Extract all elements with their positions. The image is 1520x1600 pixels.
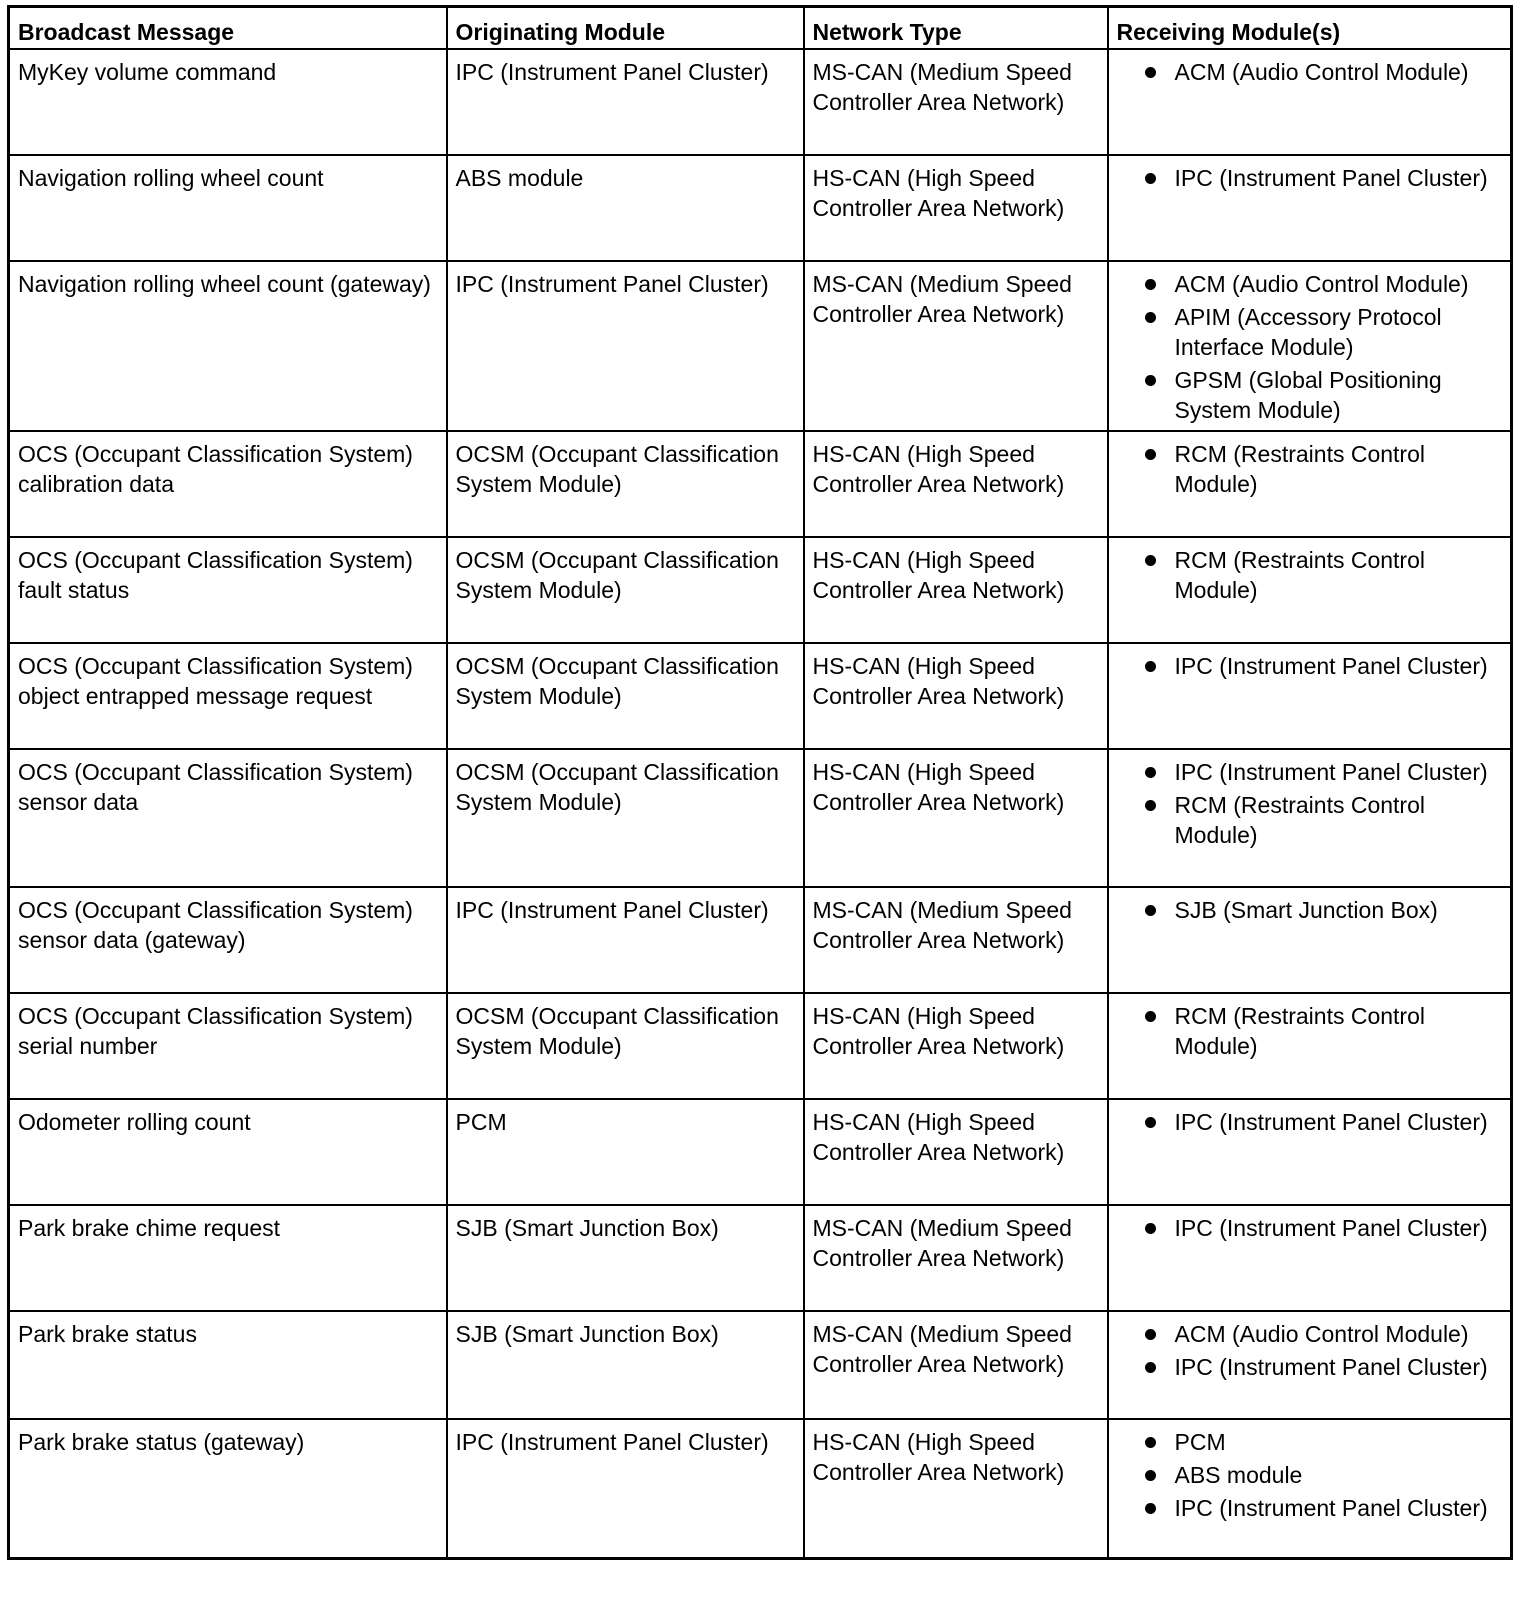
cell-originating-module: OCSM (Occupant Classification System Module): [447, 749, 804, 887]
table-header: [9, 7, 1512, 49]
table-row: [9, 1311, 1512, 1419]
receiving-module-item: [1117, 757, 1503, 787]
receiving-module-text: IPC (Instrument Panel Cluster): [1174, 758, 1488, 785]
cell-broadcast-message: OCS (Occupant Classification System) sensor data (gateway): [9, 887, 447, 993]
receiving-module-text: IPC (Instrument Panel Cluster): [1174, 164, 1488, 191]
cell-network-type: HS-CAN (High Speed Controller Area Network): [804, 431, 1108, 537]
receiving-module-item: [1117, 269, 1503, 299]
table-row: [9, 1205, 1512, 1311]
cell-receiving-modules: [1108, 887, 1512, 993]
receiving-module-list: [1117, 1427, 1503, 1523]
receiving-module-list: [1117, 1213, 1503, 1243]
receiving-module-text: ACM (Audio Control Module): [1174, 58, 1469, 85]
cell-receiving-modules: [1108, 1311, 1512, 1419]
bullet-icon: [1145, 1503, 1156, 1514]
receiving-module-item: [1117, 1319, 1503, 1349]
cell-originating-module: OCSM (Occupant Classification System Module): [447, 431, 804, 537]
table-row: [9, 1099, 1512, 1205]
cell-originating-module: IPC (Instrument Panel Cluster): [447, 261, 804, 431]
bullet-icon: [1145, 1011, 1156, 1022]
cell-network-type: HS-CAN (High Speed Controller Area Network): [804, 155, 1108, 261]
cell-receiving-modules: [1108, 537, 1512, 643]
bullet-icon: [1145, 67, 1156, 78]
receiving-module-text: ACM (Audio Control Module): [1174, 270, 1469, 297]
cell-broadcast-message: Odometer rolling count: [9, 1099, 447, 1205]
receiving-module-item: [1117, 1107, 1503, 1137]
cell-network-type: MS-CAN (Medium Speed Controller Area Network): [804, 887, 1108, 993]
cell-originating-module: PCM: [447, 1099, 804, 1205]
header-broadcast-message: Broadcast Message: [9, 7, 447, 49]
cell-receiving-modules: [1108, 1205, 1512, 1311]
cell-receiving-modules: [1108, 431, 1512, 537]
cell-receiving-modules: [1108, 1099, 1512, 1205]
cell-broadcast-message: Park brake status: [9, 1311, 447, 1419]
receiving-module-item: [1117, 1213, 1503, 1243]
cell-originating-module: OCSM (Occupant Classification System Module): [447, 993, 804, 1099]
receiving-module-list: [1117, 651, 1503, 681]
receiving-module-item: [1117, 163, 1503, 193]
cell-network-type: HS-CAN (High Speed Controller Area Network): [804, 749, 1108, 887]
bullet-icon: [1145, 905, 1156, 916]
receiving-module-item: [1117, 545, 1503, 605]
bullet-icon: [1145, 449, 1156, 460]
table-row: [9, 643, 1512, 749]
cell-broadcast-message: Navigation rolling wheel count: [9, 155, 447, 261]
bullet-icon: [1145, 661, 1156, 672]
table-body: [9, 49, 1512, 1559]
cell-broadcast-message: Park brake status (gateway): [9, 1419, 447, 1559]
cell-originating-module: IPC (Instrument Panel Cluster): [447, 49, 804, 155]
table-row: [9, 155, 1512, 261]
receiving-module-text: RCM (Restraints Control Module): [1174, 1002, 1425, 1059]
cell-broadcast-message: OCS (Occupant Classification System) sensor data: [9, 749, 447, 887]
receiving-module-text: IPC (Instrument Panel Cluster): [1174, 1353, 1488, 1380]
receiving-module-text: ACM (Audio Control Module): [1174, 1320, 1469, 1347]
table-row: [9, 887, 1512, 993]
cell-originating-module: SJB (Smart Junction Box): [447, 1311, 804, 1419]
table-row: [9, 749, 1512, 887]
receiving-module-item: [1117, 651, 1503, 681]
table-row: [9, 1419, 1512, 1559]
header-row: [9, 7, 1512, 49]
cell-broadcast-message: OCS (Occupant Classification System) fault status: [9, 537, 447, 643]
receiving-module-list: [1117, 269, 1503, 425]
cell-broadcast-message: MyKey volume command: [9, 49, 447, 155]
receiving-module-text: IPC (Instrument Panel Cluster): [1174, 652, 1488, 679]
receiving-module-item: [1117, 57, 1503, 87]
cell-network-type: MS-CAN (Medium Speed Controller Area Network): [804, 261, 1108, 431]
bullet-icon: [1145, 1470, 1156, 1481]
bullet-icon: [1145, 800, 1156, 811]
receiving-module-list: [1117, 757, 1503, 850]
receiving-module-item: [1117, 1460, 1503, 1490]
cell-broadcast-message: OCS (Occupant Classification System) calibration data: [9, 431, 447, 537]
receiving-module-list: [1117, 1001, 1503, 1061]
cell-network-type: HS-CAN (High Speed Controller Area Network): [804, 537, 1108, 643]
cell-originating-module: IPC (Instrument Panel Cluster): [447, 887, 804, 993]
cell-network-type: MS-CAN (Medium Speed Controller Area Network): [804, 1311, 1108, 1419]
table-row: [9, 261, 1512, 431]
bullet-icon: [1145, 173, 1156, 184]
table-row: [9, 431, 1512, 537]
cell-originating-module: ABS module: [447, 155, 804, 261]
cell-network-type: HS-CAN (High Speed Controller Area Network): [804, 1099, 1108, 1205]
receiving-module-item: [1117, 1001, 1503, 1061]
cell-receiving-modules: [1108, 1419, 1512, 1559]
receiving-module-item: [1117, 302, 1503, 362]
bullet-icon: [1145, 1362, 1156, 1373]
cell-originating-module: OCSM (Occupant Classification System Module): [447, 537, 804, 643]
receiving-module-list: [1117, 1107, 1503, 1137]
receiving-module-item: [1117, 439, 1503, 499]
cell-receiving-modules: [1108, 643, 1512, 749]
bullet-icon: [1145, 1117, 1156, 1128]
receiving-module-text: ABS module: [1174, 1461, 1303, 1488]
receiving-module-text: IPC (Instrument Panel Cluster): [1174, 1108, 1488, 1135]
receiving-module-text: RCM (Restraints Control Module): [1174, 791, 1425, 848]
receiving-module-text: RCM (Restraints Control Module): [1174, 440, 1425, 497]
table-row: [9, 537, 1512, 643]
receiving-module-list: [1117, 163, 1503, 193]
bullet-icon: [1145, 312, 1156, 323]
table-row: [9, 49, 1512, 155]
bullet-icon: [1145, 555, 1156, 566]
cell-network-type: MS-CAN (Medium Speed Controller Area Network): [804, 49, 1108, 155]
receiving-module-list: [1117, 57, 1503, 87]
receiving-module-list: [1117, 1319, 1503, 1382]
cell-network-type: HS-CAN (High Speed Controller Area Network): [804, 1419, 1108, 1559]
cell-originating-module: IPC (Instrument Panel Cluster): [447, 1419, 804, 1559]
receiving-module-list: [1117, 545, 1503, 605]
receiving-module-text: IPC (Instrument Panel Cluster): [1174, 1214, 1488, 1241]
bullet-icon: [1145, 375, 1156, 386]
cell-receiving-modules: [1108, 49, 1512, 155]
receiving-module-text: GPSM (Global Positioning System Module): [1174, 366, 1442, 423]
receiving-module-text: IPC (Instrument Panel Cluster): [1174, 1494, 1488, 1521]
broadcast-message-table: [7, 5, 1513, 1560]
receiving-module-text: PCM: [1174, 1428, 1226, 1455]
bullet-icon: [1145, 1437, 1156, 1448]
receiving-module-item: [1117, 1493, 1503, 1523]
cell-receiving-modules: [1108, 155, 1512, 261]
cell-originating-module: SJB (Smart Junction Box): [447, 1205, 804, 1311]
receiving-module-item: [1117, 895, 1503, 925]
cell-network-type: HS-CAN (High Speed Controller Area Network): [804, 993, 1108, 1099]
bullet-icon: [1145, 767, 1156, 778]
bullet-icon: [1145, 1329, 1156, 1340]
cell-broadcast-message: OCS (Occupant Classification System) serial number: [9, 993, 447, 1099]
receiving-module-item: [1117, 1352, 1503, 1382]
receiving-module-item: [1117, 365, 1503, 425]
cell-receiving-modules: [1108, 261, 1512, 431]
header-network-type: Network Type: [804, 7, 1108, 49]
receiving-module-item: [1117, 1427, 1503, 1457]
bullet-icon: [1145, 279, 1156, 290]
cell-network-type: MS-CAN (Medium Speed Controller Area Network): [804, 1205, 1108, 1311]
receiving-module-list: [1117, 439, 1503, 499]
header-originating-module: Originating Module: [447, 7, 804, 49]
receiving-module-text: RCM (Restraints Control Module): [1174, 546, 1425, 603]
cell-originating-module: OCSM (Occupant Classification System Module): [447, 643, 804, 749]
receiving-module-text: APIM (Accessory Protocol Interface Module): [1174, 303, 1442, 360]
cell-receiving-modules: [1108, 993, 1512, 1099]
bullet-icon: [1145, 1223, 1156, 1234]
cell-network-type: HS-CAN (High Speed Controller Area Network): [804, 643, 1108, 749]
header-receiving-modules: Receiving Module(s): [1108, 7, 1512, 49]
cell-broadcast-message: Park brake chime request: [9, 1205, 447, 1311]
cell-broadcast-message: OCS (Occupant Classification System) object entrapped message request: [9, 643, 447, 749]
cell-receiving-modules: [1108, 749, 1512, 887]
receiving-module-item: [1117, 790, 1503, 850]
receiving-module-list: [1117, 895, 1503, 925]
receiving-module-text: SJB (Smart Junction Box): [1174, 896, 1438, 923]
cell-broadcast-message: Navigation rolling wheel count (gateway): [9, 261, 447, 431]
table-row: [9, 993, 1512, 1099]
